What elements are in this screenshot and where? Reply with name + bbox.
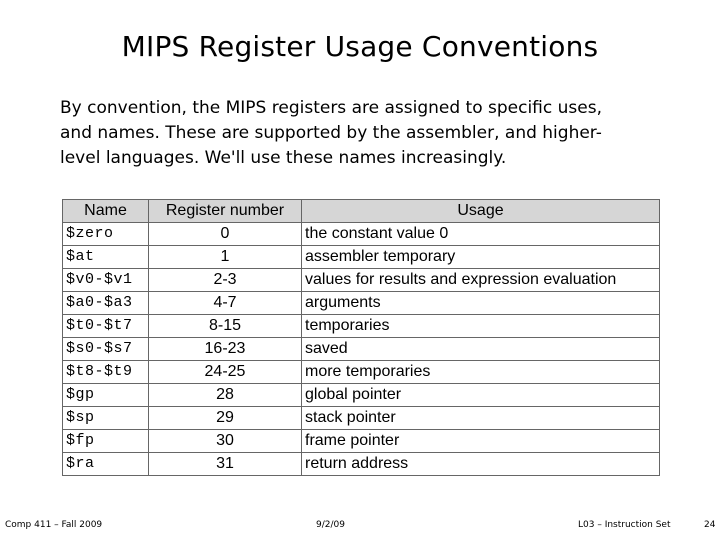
register-number-cell: 0 [149, 223, 302, 246]
register-number-cell: 4-7 [149, 292, 302, 315]
table-row [63, 453, 660, 476]
table-row [63, 315, 660, 338]
table-row [63, 407, 660, 430]
table-row [63, 223, 660, 246]
intro-line: level languages. We'll use these names increasingly. [60, 148, 507, 168]
register-usage-cell: values for results and expression evaluation [302, 269, 660, 292]
register-name-cell: $v0-$v1 [63, 269, 149, 292]
register-name-cell: $t8-$t9 [63, 361, 149, 384]
register-usage-cell: global pointer [302, 384, 660, 407]
table-row [63, 384, 660, 407]
register-usage-cell: return address [302, 453, 660, 476]
table-row [63, 269, 660, 292]
register-number-cell: 2-3 [149, 269, 302, 292]
register-number-cell: 8-15 [149, 315, 302, 338]
intro-paragraph [60, 96, 680, 171]
register-name-cell: $a0-$a3 [63, 292, 149, 315]
register-table [62, 199, 660, 476]
register-name-cell: $sp [63, 407, 149, 430]
register-usage-cell: stack pointer [302, 407, 660, 430]
register-usage-cell: saved [302, 338, 660, 361]
footer-date: 9/2/09 [316, 520, 345, 530]
footer-page-number: 24 [704, 520, 716, 530]
register-usage-cell: assembler temporary [302, 246, 660, 269]
register-name-cell: $fp [63, 430, 149, 453]
table-row [63, 430, 660, 453]
register-name-cell: $gp [63, 384, 149, 407]
table-row [63, 361, 660, 384]
register-number-cell: 24-25 [149, 361, 302, 384]
register-name-cell: $at [63, 246, 149, 269]
register-usage-cell: frame pointer [302, 430, 660, 453]
register-number-cell: 28 [149, 384, 302, 407]
register-number-cell: 31 [149, 453, 302, 476]
register-number-cell: 1 [149, 246, 302, 269]
table-row [63, 292, 660, 315]
register-usage-cell: the constant value 0 [302, 223, 660, 246]
register-usage-cell: arguments [302, 292, 660, 315]
table-header-row [63, 200, 660, 223]
table-body [63, 223, 660, 476]
table-row [63, 338, 660, 361]
register-usage-cell: more temporaries [302, 361, 660, 384]
register-number-cell: 29 [149, 407, 302, 430]
register-usage-cell: temporaries [302, 315, 660, 338]
register-name-cell: $t0-$t7 [63, 315, 149, 338]
intro-line: By convention, the MIPS registers are assigned to specific uses, [60, 98, 602, 118]
register-name-cell: $ra [63, 453, 149, 476]
register-number-cell: 16-23 [149, 338, 302, 361]
table-row [63, 246, 660, 269]
register-name-cell: $s0-$s7 [63, 338, 149, 361]
header-usage: Usage [302, 200, 660, 223]
intro-line: and names. These are supported by the assembler, and higher- [60, 123, 602, 143]
header-register-number: Register number [149, 200, 302, 223]
footer-lecture: L03 – Instruction Set [578, 520, 671, 530]
register-name-cell: $zero [63, 223, 149, 246]
footer-course: Comp 411 – Fall 2009 [5, 520, 103, 530]
header-name: Name [63, 200, 149, 223]
register-number-cell: 30 [149, 430, 302, 453]
slide-title: MIPS Register Usage Conventions [121, 30, 599, 63]
